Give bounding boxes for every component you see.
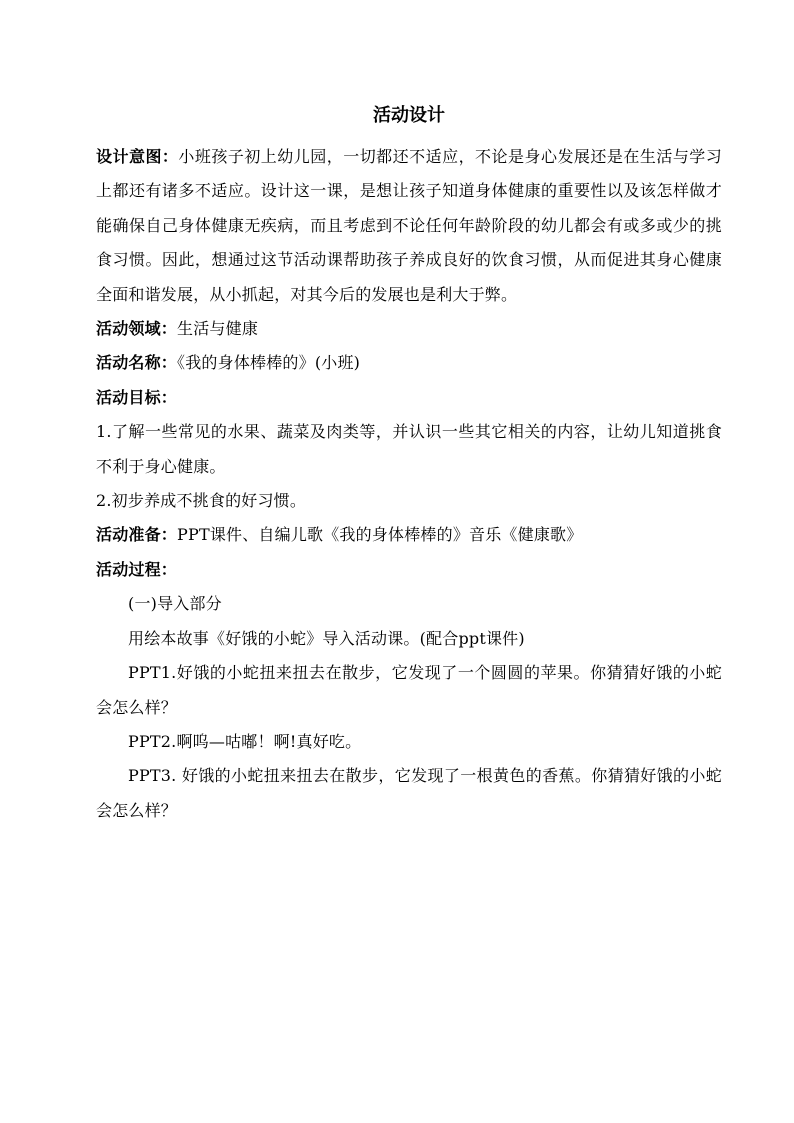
process-ppt2-paragraph: PPT2.啊呜—咕嘟！啊!真好吃。 — [128, 731, 362, 751]
process-ppt1-paragraph: PPT1.好饿的小蛇扭来扭去在散步，它发现了一个圆圆的苹果。你猜猜好饿的小蛇会怎么样？ — [96, 663, 722, 717]
goal-item-1: 1.了解一些常见的水果、蔬菜及肉类等，并认识一些其它相关的内容，让幼儿知道挑食不利于身心健康。 — [96, 422, 722, 476]
process-section-1-heading: (一)导入部分 — [128, 594, 222, 614]
activity-process-heading — [96, 553, 722, 587]
document-title: 活动设计 — [373, 105, 445, 126]
activity-name-paragraph — [96, 346, 722, 380]
design-intent-label: 设计意图： — [96, 147, 179, 166]
activity-domain-label: 活动领域： — [96, 319, 178, 339]
activity-goals-label: 活动目标： — [96, 387, 178, 407]
activity-domain-paragraph — [96, 312, 722, 346]
design-intent-text: 小班孩子初上幼儿园，一切都还不适应，不论是身心发展还是在生活与学习上都还有诸多不适应。设计这一课，是想让孩子知道身体健康的重要性以及该怎样做才能确保自己身体健康无疾病，而且考虑到不论任何年龄阶段的幼儿都会有或多或少的挑食习惯。因此，想通过这节活动课帮助孩子养成良好的饮食习惯，从而促进其身心健康全面和谐发展，从小抓起，对其今后的发展也是利大于弊。 — [96, 147, 722, 304]
activity-name-text: 《我的身体棒棒的》(小班) — [177, 353, 361, 373]
activity-goals-heading — [96, 381, 722, 415]
document-page — [96, 100, 722, 828]
activity-name-label: 活动名称： — [96, 353, 178, 373]
goal-item-2: 2.初步养成不挑食的好习惯。 — [96, 491, 307, 511]
process-ppt3-paragraph: PPT3. 好饿的小蛇扭来扭去在散步，它发现了一根黄色的香蕉。你猜猜好饿的小蛇会怎么样？ — [96, 766, 722, 820]
activity-process-label: 活动过程： — [96, 559, 178, 579]
activity-preparation-text: PPT课件、自编儿歌《我的身体棒棒的》音乐《健康歌》 — [177, 525, 583, 545]
activity-preparation-paragraph — [96, 518, 722, 552]
activity-domain-text: 生活与健康 — [177, 319, 259, 339]
activity-preparation-label: 活动准备： — [96, 525, 178, 545]
design-intent-paragraph — [96, 140, 722, 312]
process-intro-paragraph: 用绘本故事《好饿的小蛇》导入活动课。(配合ppt课件) — [128, 628, 525, 648]
